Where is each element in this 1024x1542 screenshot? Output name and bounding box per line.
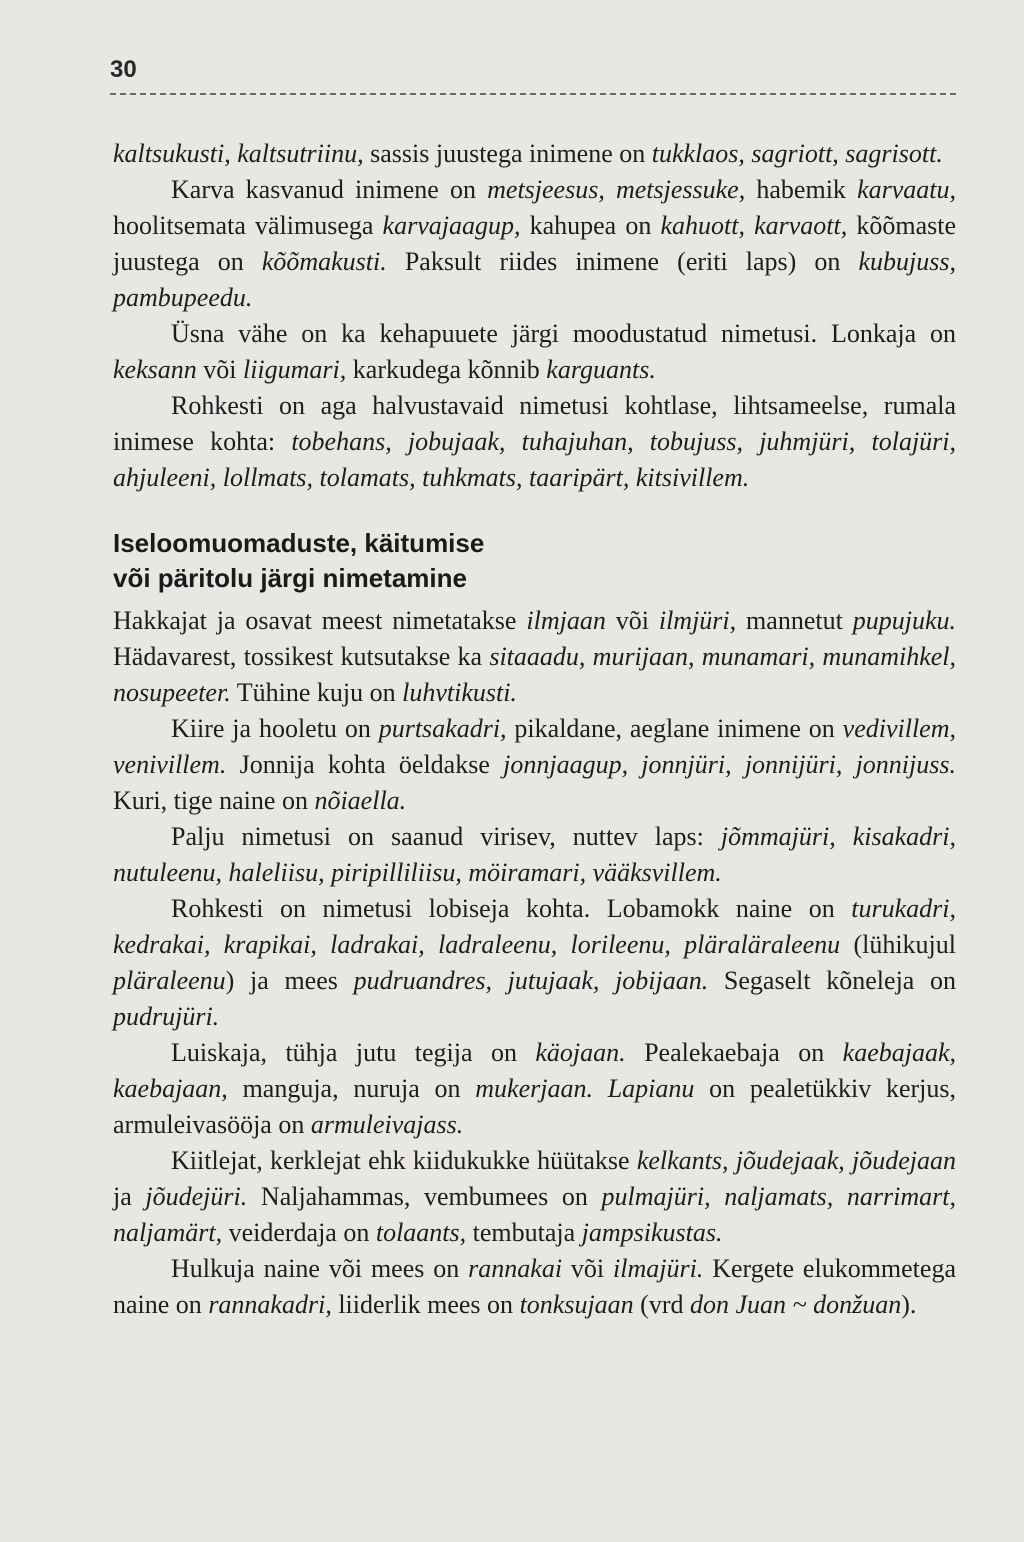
text-run: Paksult riides inimene (eriti laps) on (386, 247, 859, 276)
text-run: Kiitlejat, kerklejat ehk kiidukukke hüütakse (171, 1146, 637, 1175)
text-run: karkudega kõnnib (346, 355, 547, 384)
text-run: ). (901, 1290, 917, 1319)
text-run: (lühikujul (840, 930, 956, 959)
term-italic: jõmmajüri, kisakadri, nutuleenu, haleliisu, piripilliliisu, möiramari, vääksvillem. (113, 822, 956, 887)
text-run: Segaselt kõneleja on (708, 966, 957, 995)
text-run: (vrd (633, 1290, 690, 1319)
term-italic: metsjeesus, metsjessuke, (487, 175, 746, 204)
text-run: sassis juustega inimene on (363, 139, 652, 168)
term-italic: tukklaos, sagriott, sagrisott. (651, 139, 943, 168)
term-italic: jampsikustas. (581, 1218, 723, 1247)
section-character-names (113, 603, 956, 1323)
body-text (113, 136, 956, 1323)
term-italic: karvajaagup, (382, 211, 521, 240)
text-run: Naljahammas, vembumees on (247, 1182, 602, 1211)
heading-line-2: või päritolu järgi nimetamine (113, 563, 467, 593)
text-run: Üsna vähe on ka kehapuuete järgi moodustatud nimetusi. Lonkaja on (171, 319, 956, 348)
text-run: hoolitsemata välimusega (113, 211, 383, 240)
term-italic: kaltsukusti, kaltsutriinu, (113, 139, 364, 168)
section-heading (113, 526, 956, 596)
term-italic: kahuott, karvaott, (660, 211, 848, 240)
term-italic: käojaan. (535, 1038, 626, 1067)
term-italic: ilmajüri. (613, 1254, 704, 1283)
term-italic: tonksujaan (519, 1290, 634, 1319)
term-italic: karvaatu, (857, 175, 957, 204)
text-run: kõõmaste juustega on (113, 211, 957, 276)
paragraph (113, 316, 956, 388)
text-run: veiderdaja on (222, 1218, 376, 1247)
term-italic: ilmjüri, (658, 606, 737, 635)
text-run: Hädavarest, tossikest kutsutakse ka (113, 642, 490, 671)
text-run: Rohkesti on nimetusi lobiseja kohta. Lobamokk naine on (171, 894, 852, 923)
term-italic: pulmajüri, naljamats, narrimart, naljamärt, (113, 1182, 957, 1247)
term-italic: ilmjaan (526, 606, 606, 635)
page-number: 30 (110, 56, 137, 83)
text-run: Kiire ja hooletu on (171, 714, 379, 743)
term-italic: turukadri, kedrakai, krapikai, ladrakai, ladraleenu, lorileenu, pläraläraleenu (113, 894, 956, 959)
term-italic: luhvtikusti. (402, 678, 517, 707)
text-run: Palju nimetusi on saanud virisev, nuttev laps: (171, 822, 721, 851)
paragraph (113, 603, 956, 711)
text-run: või (562, 1254, 614, 1283)
term-italic: rannakadri, (208, 1290, 332, 1319)
term-italic: tobehans, jobujaak, tuhajuhan, tobujuss, juhmjüri, tolajüri, ahjuleeni, lollmats, tolamats, tuhkmats, taaripärt, kitsivillem. (113, 427, 957, 492)
term-italic: pudruandres, jutujaak, jobijaan. (353, 966, 709, 995)
paragraph (113, 711, 956, 819)
heading-line-1: Iseloomuomaduste, käitumise (113, 528, 485, 558)
term-italic: pupujuku. (852, 606, 956, 635)
text-run: ) ja mees (225, 966, 354, 995)
paragraph (113, 891, 956, 1035)
paragraph (113, 172, 956, 316)
paragraph (113, 136, 956, 172)
text-run: Karva kasvanud inimene on (171, 175, 488, 204)
term-italic: karguants. (546, 355, 656, 384)
term-italic: mukerjaan. Lapianu (475, 1074, 695, 1103)
term-italic: pläraleenu (113, 966, 226, 995)
text-run: Hakkajat ja osavat meest nimetatakse (113, 606, 527, 635)
text-run: pikaldane, aeglane inimene on (506, 714, 843, 743)
text-run: Luiskaja, tühja jutu tegija on (171, 1038, 536, 1067)
term-italic: armuleivajass. (310, 1110, 464, 1139)
section-body-features (113, 136, 956, 496)
term-italic: vedivillem, venivillem. (113, 714, 956, 779)
text-run: Tühine kuju on (230, 678, 403, 707)
paragraph (113, 819, 956, 891)
text-run: Jonnija kohta öeldakse (226, 750, 504, 779)
text-run: on pealetükkiv kerjus, armuleivasööja on (113, 1074, 956, 1139)
paragraph (113, 1035, 956, 1143)
term-italic: nõiaella. (314, 786, 407, 815)
paragraph (113, 1251, 956, 1323)
text-run: ja (113, 1182, 146, 1211)
term-italic: tolaants, (375, 1218, 467, 1247)
term-italic: rannakai (468, 1254, 563, 1283)
text-run: kahupea on (520, 211, 661, 240)
term-italic: pudrujüri. (113, 1002, 220, 1031)
term-italic: kelkants, jõudejaak, jõudejaan (636, 1146, 956, 1175)
term-italic: jõudejüri. (145, 1182, 248, 1211)
text-run: Kergete elukommetega naine on (113, 1254, 956, 1319)
term-italic: keksann (113, 355, 197, 384)
term-italic: jonnjaagup, jonnjüri, jonnijüri, jonnijuss. (503, 750, 956, 779)
text-run: Pealekaebaja on (625, 1038, 843, 1067)
text-run: Rohkesti on aga halvustavaid nimetusi kohtlase, lihtsameelse, rumala inimese kohta: (113, 391, 956, 456)
text-run: või (196, 355, 243, 384)
text-run: või (605, 606, 659, 635)
text-run: tembutaja (466, 1218, 582, 1247)
term-italic: kaebajaak, kaebajaan, (113, 1038, 956, 1103)
paragraph (113, 388, 956, 496)
term-italic: purtsakadri, (378, 714, 507, 743)
term-italic: kõõmakusti. (261, 247, 387, 276)
text-run: liiderlik mees on (331, 1290, 520, 1319)
text-run: mannetut (736, 606, 853, 635)
term-italic: kubujuss, pambupeedu. (113, 247, 956, 312)
paragraph (113, 1143, 956, 1251)
text-run: Hulkuja naine või mees on (171, 1254, 469, 1283)
header-rule (110, 93, 956, 95)
term-italic: liigumari, (242, 355, 347, 384)
term-italic: sitaaadu, murijaan, munamari, munamihkel, nosupeeter. (113, 642, 956, 707)
text-run: habemik (745, 175, 858, 204)
term-italic: don Juan ~ donžuan (690, 1290, 902, 1319)
text-run: manguja, nuruja on (227, 1074, 476, 1103)
text-run: Kuri, tige naine on (113, 786, 315, 815)
